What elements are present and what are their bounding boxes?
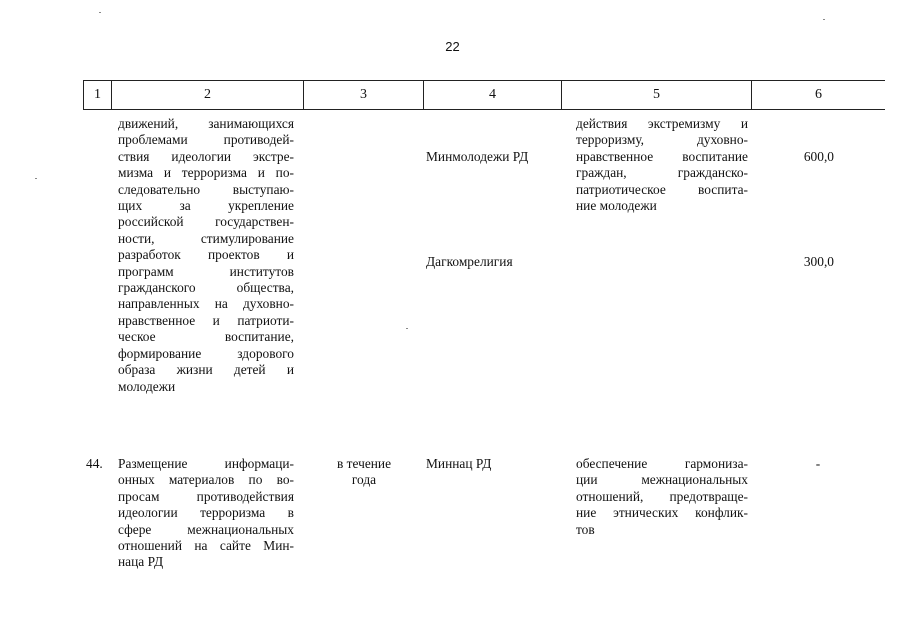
text-line: движений, занимающихся [118, 116, 294, 131]
block1-result [576, 116, 748, 214]
scan-speck [406, 328, 408, 329]
header-col-5: 5 [561, 81, 751, 109]
text-line: разработок проектов и [118, 247, 294, 263]
row44-result [576, 456, 748, 538]
text-line: нравственное воспитание [576, 148, 748, 164]
text-line: щих за укрепление [118, 198, 294, 214]
text-line: обеспечение гармониза- [576, 456, 748, 471]
text-line: в течение [336, 456, 392, 471]
text-line: сфере межнациональных [118, 521, 294, 537]
block1-executor-b: Дагкомрелигия [426, 254, 513, 269]
text-line: отношений на сайте Мин- [118, 538, 294, 554]
block1-amount-b: 300,0 [803, 254, 834, 269]
text-line: ствия идеологии экстре- [118, 148, 294, 164]
text-line: патриотическое воспита- [576, 181, 748, 197]
scan-speck [35, 178, 37, 179]
text-line: года [351, 472, 377, 488]
text-line: наца РД [118, 554, 164, 570]
text-line: терроризму, духовно- [576, 132, 748, 148]
text-line: программ институтов [118, 263, 294, 279]
text-line: образа жизни детей и [118, 362, 294, 378]
row44-description [118, 456, 294, 571]
row44-executor: Миннац РД [426, 456, 492, 471]
header-col-4: 4 [423, 81, 561, 109]
text-line: ности, стимулирование [118, 230, 294, 246]
text-line: отношений, предотвраще- [576, 488, 748, 504]
header-col-1: 1 [83, 81, 111, 109]
header-col-6: 6 [751, 81, 885, 109]
row44-amount: - [815, 456, 821, 471]
text-line: гражданского общества, [118, 280, 294, 296]
block1-amount-a: 600,0 [803, 149, 834, 164]
text-line: молодежи [118, 378, 176, 394]
header-col-2: 2 [111, 81, 303, 109]
block1-executor-a: Минмолодежи РД [426, 149, 529, 164]
text-line: действия экстремизму и [576, 116, 748, 131]
text-line: ние этнических конфлик- [576, 505, 748, 521]
text-line: следовательно выступаю- [118, 181, 294, 197]
header-col-3: 3 [303, 81, 423, 109]
text-line: тов [576, 521, 595, 537]
text-line: проблемами противодей- [118, 132, 294, 148]
row44-term [318, 456, 410, 489]
block1-description [118, 116, 294, 395]
table-header-row [83, 80, 885, 110]
scan-speck [823, 19, 825, 20]
text-line: российской государствен- [118, 214, 294, 230]
text-line: Размещение информаци- [118, 456, 294, 471]
page-number: 22 [445, 39, 460, 54]
text-line: ческое воспитание, [118, 329, 294, 345]
text-line: граждан, гражданско- [576, 165, 748, 181]
text-line: формирование здорового [118, 345, 294, 361]
text-line: просам противодействия [118, 488, 294, 504]
text-line: ции межнациональных [576, 472, 748, 488]
text-line: нравственное и патриоти- [118, 312, 294, 328]
text-line: идеологии терроризма в [118, 505, 294, 521]
text-line: направленных на духовно- [118, 296, 294, 312]
scan-speck [99, 12, 101, 13]
text-line: онных материалов по во- [118, 472, 294, 488]
text-line: мизма и терроризма и по- [118, 165, 294, 181]
text-line: ние молодежи [576, 198, 657, 214]
row44-number: 44. [86, 456, 103, 471]
